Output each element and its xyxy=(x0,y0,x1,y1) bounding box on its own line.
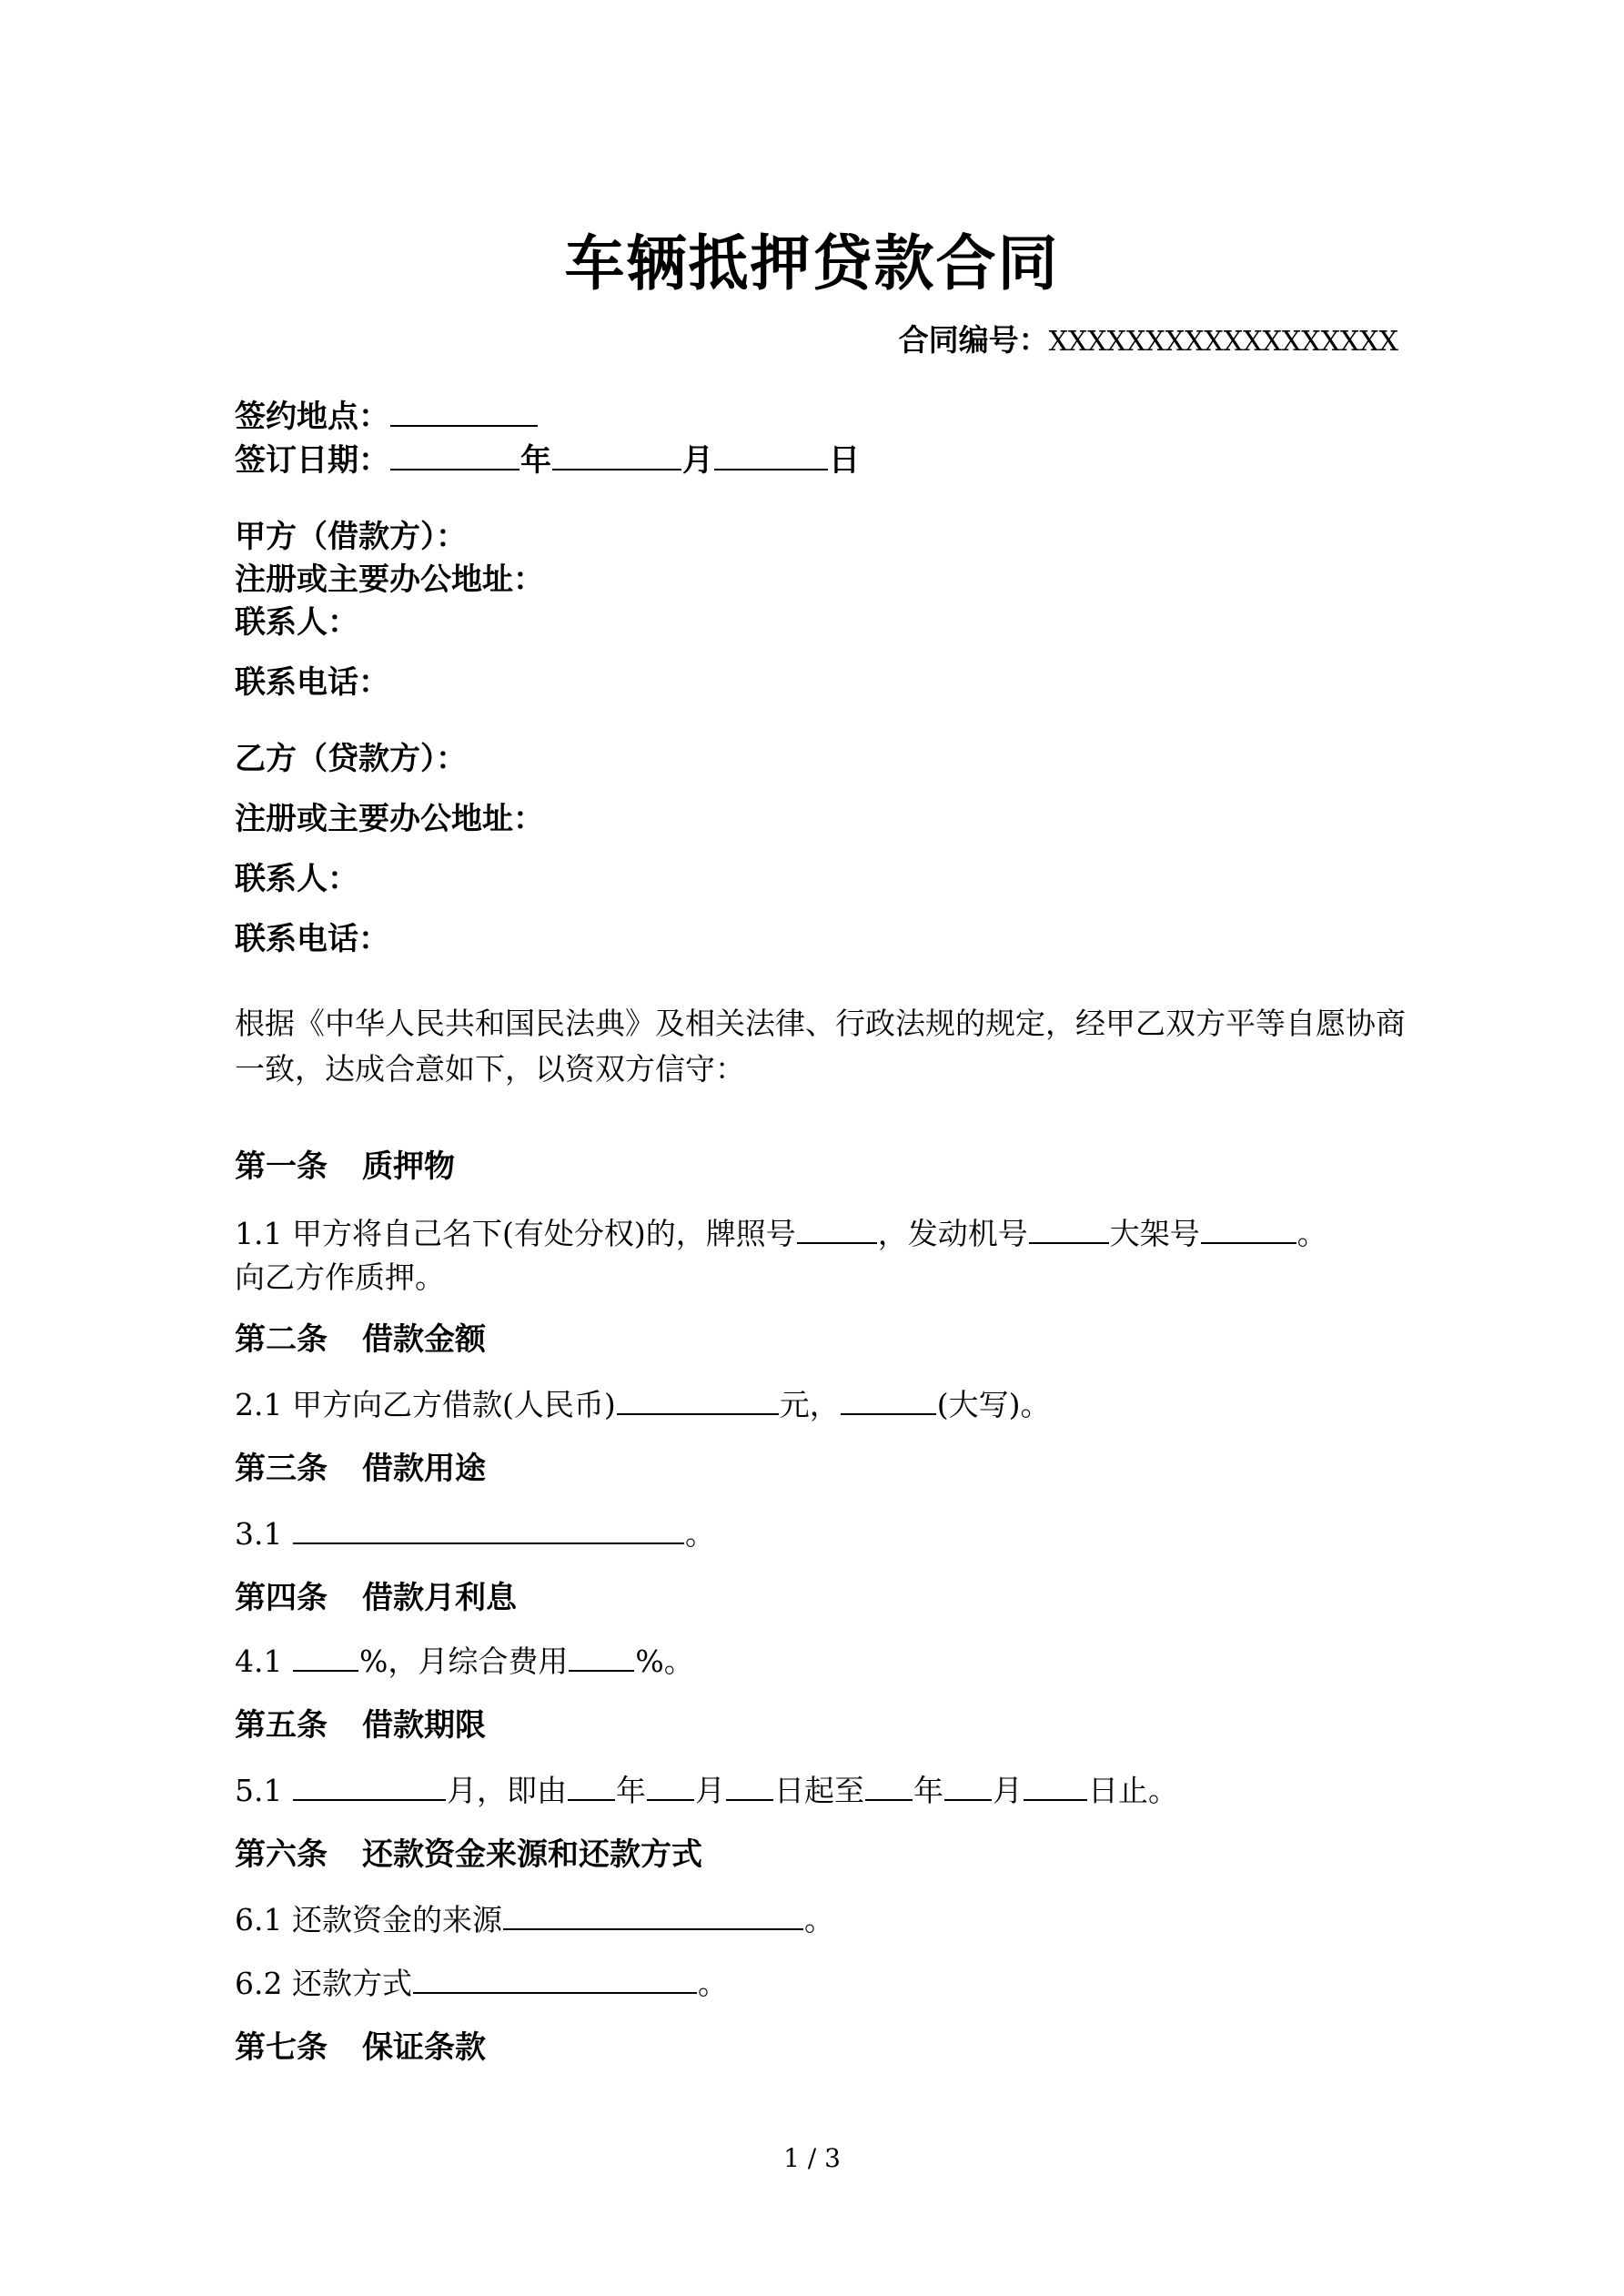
party-a-address: 注册或主要办公地址： xyxy=(235,561,544,598)
page-number: 1 / 3 xyxy=(783,2143,841,2173)
clause-3-1 xyxy=(235,1511,715,1553)
clause-6-1 xyxy=(235,1896,834,1939)
clause-6-1-text-a: 还款资金的来源 xyxy=(291,1902,502,1937)
clause-1-1-num: 1.1 xyxy=(235,1216,283,1251)
monthly-interest-blank[interactable] xyxy=(293,1643,358,1672)
sign-year-label: 年 xyxy=(520,442,551,479)
sign-month-blank[interactable] xyxy=(552,441,681,470)
clause-1-1-text-b: ，发动机号 xyxy=(877,1216,1028,1251)
article-2-heading xyxy=(235,1314,486,1359)
monthly-fee-blank[interactable] xyxy=(569,1643,634,1672)
article-7-heading xyxy=(235,2022,486,2067)
clause-6-2-text-a: 还款方式 xyxy=(291,1966,412,2001)
plate-number-blank[interactable] xyxy=(797,1215,877,1244)
clause-2-1-text-a: 甲方向乙方借款(人民币) xyxy=(291,1387,616,1422)
article-1-title: 质押物 xyxy=(362,1148,455,1185)
clause-4-1 xyxy=(235,1638,694,1681)
clause-6-2-text-b: 。 xyxy=(697,1966,728,2001)
clause-1-1-text-c: 大架号 xyxy=(1109,1216,1200,1251)
article-7-num: 第七条 xyxy=(235,2029,328,2066)
clause-1-1-text-a: 甲方将自己名下(有处分权)的，牌照号 xyxy=(291,1216,796,1251)
article-6-heading xyxy=(235,1829,702,1874)
clause-4-1-text-b: %。 xyxy=(635,1644,694,1679)
clause-1-1 xyxy=(235,1210,1327,1253)
clause-4-1-text-a: %，月综合费用 xyxy=(358,1644,569,1679)
clause-1-1-line2: 向乙方作质押。 xyxy=(235,1259,445,1295)
clause-6-1-num: 6.1 xyxy=(235,1902,283,1937)
party-b-phone: 联系电话： xyxy=(235,921,389,957)
party-b-title: 乙方（贷款方）： xyxy=(235,741,467,777)
clause-4-1-num: 4.1 xyxy=(235,1644,283,1679)
start-day-label: 日起至 xyxy=(773,1773,864,1808)
sign-place-label: 签约地点： xyxy=(235,399,389,435)
end-year-blank[interactable] xyxy=(865,1772,913,1801)
article-5-num: 第五条 xyxy=(235,1707,328,1744)
contract-number xyxy=(899,317,1398,359)
loan-amount-capital-blank[interactable] xyxy=(841,1386,936,1415)
preamble: 根据《中华人民共和国民法典》及相关法律、行政法规的规定，经甲乙双方平等自愿协商一致，达成合意如下，以资双方信守： xyxy=(235,1006,1406,1087)
clause-3-1-num: 3.1 xyxy=(235,1516,283,1552)
party-a-title: 甲方（借款方）： xyxy=(235,519,467,555)
sign-month-label: 月 xyxy=(682,442,713,479)
article-2-num: 第二条 xyxy=(235,1321,328,1358)
article-4-heading xyxy=(235,1573,517,1617)
clause-3-1-text-a: 。 xyxy=(684,1516,715,1552)
clause-2-1-text-b: 元， xyxy=(779,1387,840,1422)
clause-2-1-text-c: (大写)。 xyxy=(936,1387,1051,1422)
contract-number-label: 合同编号： xyxy=(898,322,1049,358)
start-year-blank[interactable] xyxy=(568,1772,615,1801)
end-month-label: 月 xyxy=(992,1773,1023,1808)
clause-2-1 xyxy=(235,1381,1050,1424)
start-month-blank[interactable] xyxy=(647,1772,694,1801)
article-4-num: 第四条 xyxy=(235,1580,328,1616)
article-1-heading xyxy=(235,1141,455,1186)
start-month-label: 月 xyxy=(694,1773,725,1808)
sign-place-row xyxy=(235,391,539,436)
end-day-label: 日止。 xyxy=(1087,1773,1178,1808)
article-6-title: 还款资金来源和还款方式 xyxy=(362,1836,702,1873)
article-6-num: 第六条 xyxy=(235,1836,328,1873)
clause-6-2-num: 6.2 xyxy=(235,1966,283,2001)
clause-6-2 xyxy=(235,1960,728,2003)
document-title: 车辆抵押贷款合同 xyxy=(564,228,1060,298)
sign-date-row xyxy=(235,435,860,480)
party-a-contact: 联系人： xyxy=(235,604,358,641)
party-b-address: 注册或主要办公地址： xyxy=(235,801,544,837)
article-3-num: 第三条 xyxy=(235,1451,328,1487)
end-year-label: 年 xyxy=(913,1773,943,1808)
article-5-heading xyxy=(235,1700,486,1745)
start-day-blank[interactable] xyxy=(726,1772,773,1801)
sign-place-blank[interactable] xyxy=(390,398,538,427)
sign-year-blank[interactable] xyxy=(390,441,519,470)
loan-purpose-blank[interactable] xyxy=(293,1515,684,1544)
article-7-title: 保证条款 xyxy=(362,2029,486,2066)
clause-5-1-text-a: 月，即由 xyxy=(446,1773,567,1808)
article-4-title: 借款月利息 xyxy=(362,1580,517,1616)
clause-2-1-num: 2.1 xyxy=(235,1387,283,1422)
article-3-title: 借款用途 xyxy=(362,1451,486,1487)
clause-5-1 xyxy=(235,1767,1178,1810)
loan-term-months-blank[interactable] xyxy=(293,1772,446,1801)
party-b-contact: 联系人： xyxy=(235,861,358,897)
article-1-num: 第一条 xyxy=(235,1148,328,1185)
sign-day-blank[interactable] xyxy=(714,441,828,470)
repayment-method-blank[interactable] xyxy=(413,1965,697,1994)
party-a-phone: 联系电话： xyxy=(235,664,389,701)
article-5-title: 借款期限 xyxy=(362,1707,486,1744)
clause-6-1-text-b: 。 xyxy=(803,1902,834,1937)
end-month-blank[interactable] xyxy=(944,1772,992,1801)
contract-number-value: XXXXXXXXXXXXXXXXXX xyxy=(1048,326,1398,358)
article-3-heading xyxy=(235,1443,486,1488)
repayment-source-blank[interactable] xyxy=(503,1901,803,1930)
article-2-title: 借款金额 xyxy=(362,1321,486,1358)
sign-day-label: 日 xyxy=(829,442,860,479)
clause-5-1-num: 5.1 xyxy=(235,1773,283,1808)
end-day-blank[interactable] xyxy=(1024,1772,1087,1801)
frame-number-blank[interactable] xyxy=(1201,1215,1296,1244)
clause-1-1-text-d: 。 xyxy=(1296,1216,1327,1251)
engine-number-blank[interactable] xyxy=(1029,1215,1109,1244)
sign-date-label: 签订日期： xyxy=(235,442,389,479)
start-year-label: 年 xyxy=(615,1773,646,1808)
loan-amount-blank[interactable] xyxy=(617,1386,779,1415)
